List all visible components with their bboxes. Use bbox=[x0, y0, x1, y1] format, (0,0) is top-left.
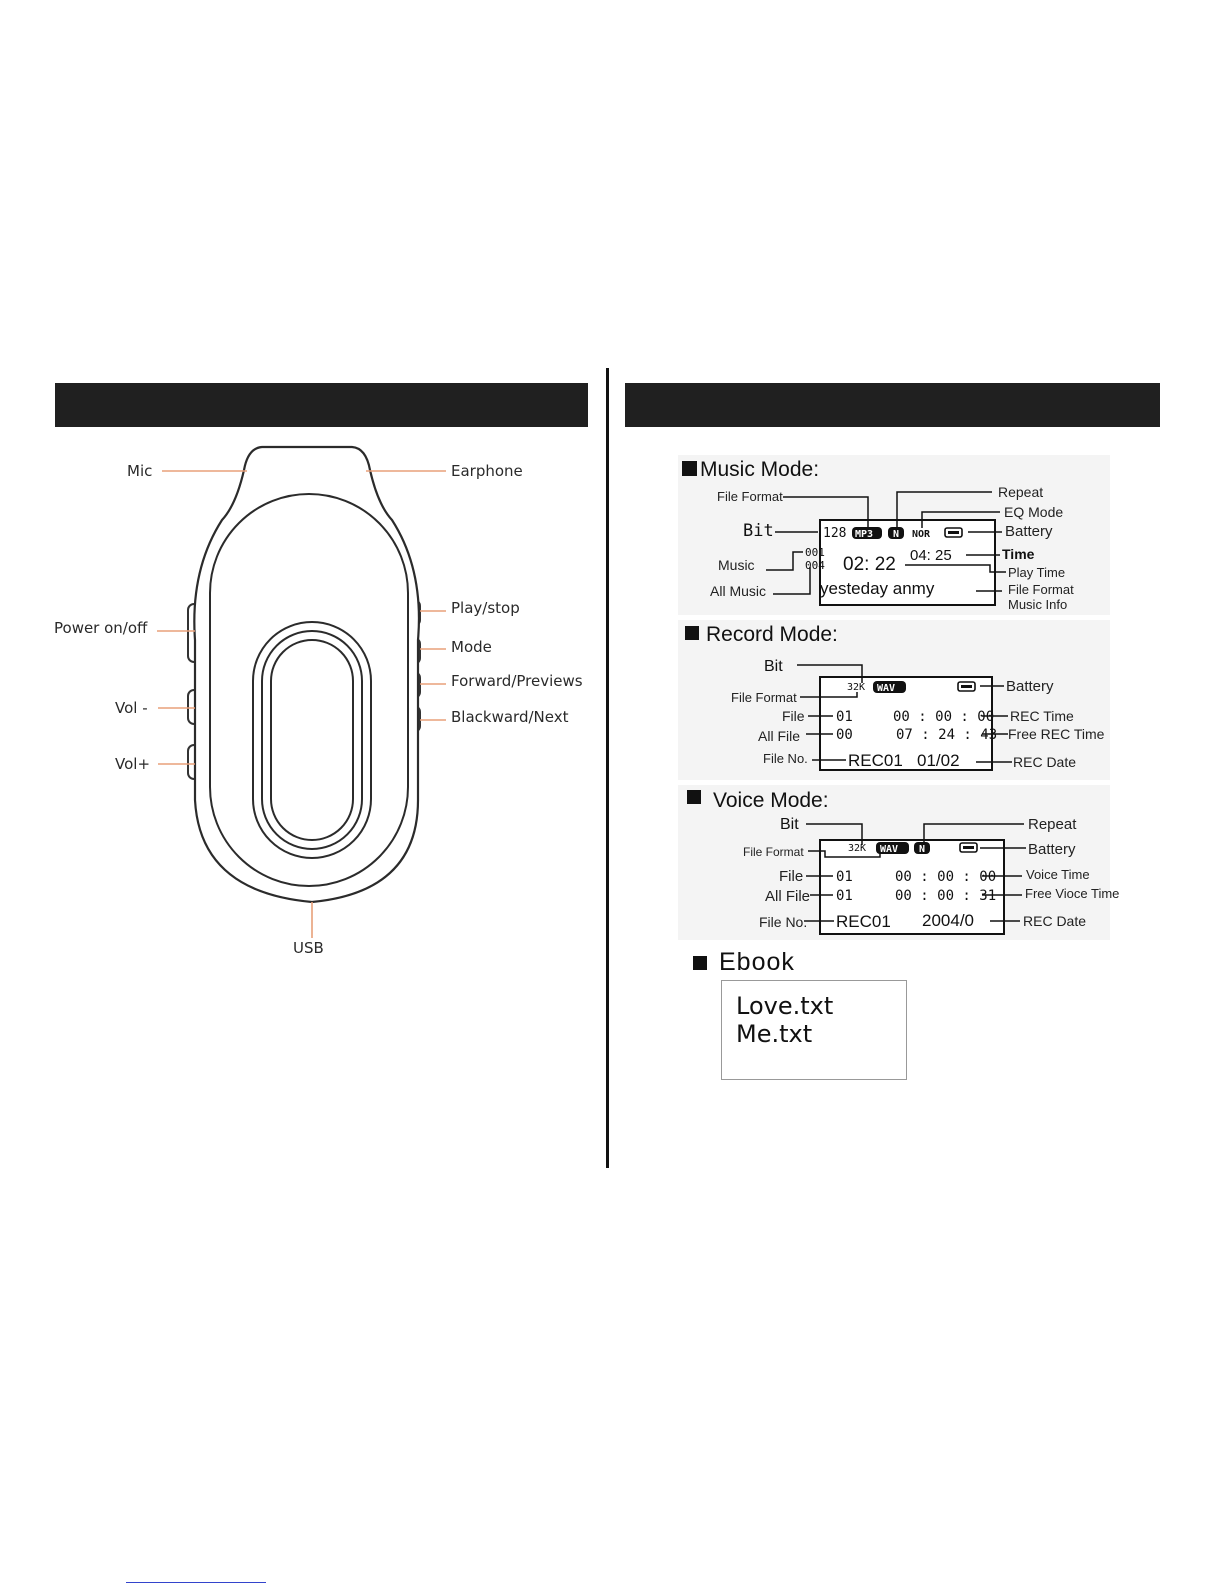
voice-rec-date-callout: REC Date bbox=[1023, 913, 1087, 929]
voice-lcd-voice-time: 00 : 00 : 00 bbox=[895, 869, 997, 885]
record-file-callout: File bbox=[782, 708, 805, 724]
music-music-callout: Music bbox=[718, 557, 755, 573]
music-lcd-format: MP3 bbox=[855, 529, 874, 540]
music-lcd-eq: NOR bbox=[912, 529, 931, 540]
mode-label: Mode bbox=[451, 638, 492, 656]
record-lcd-free-time: 07 : 24 : 43 bbox=[896, 727, 998, 743]
record-lcd-file-no: REC01 bbox=[848, 751, 903, 770]
ebook-file-item[interactable]: Love.txt bbox=[736, 992, 834, 1020]
record-lcd-file: 01 bbox=[836, 709, 853, 725]
lcd-diagrams bbox=[606, 440, 1212, 1040]
voice-lcd-date: 2004/0 bbox=[922, 911, 974, 930]
backward-label: Blackward/Next bbox=[451, 708, 569, 726]
record-lcd-date: 01/02 bbox=[917, 751, 960, 770]
music-file-format-right-callout: File Format bbox=[1008, 582, 1074, 597]
music-lcd-info: yesteday anmy bbox=[820, 579, 935, 598]
music-play-time-callout: Play Time bbox=[1008, 565, 1066, 580]
earphone-label: Earphone bbox=[451, 462, 523, 480]
music-info-callout: Music Info bbox=[1008, 597, 1068, 612]
voice-file-format-callout: File Format bbox=[743, 845, 804, 859]
voice-lcd-free-time: 00 : 00 : 31 bbox=[895, 888, 997, 904]
record-battery-callout: Battery bbox=[1006, 678, 1054, 695]
voice-lcd-bitrate: 32K bbox=[848, 843, 867, 854]
record-free-time-callout: Free REC Time bbox=[1008, 726, 1105, 742]
voice-file-no-callout: File No. bbox=[759, 914, 808, 930]
music-repeat-callout: Repeat bbox=[998, 484, 1044, 500]
footer-underline bbox=[126, 1582, 266, 1583]
play-stop-label: Play/stop bbox=[451, 599, 520, 617]
music-bit-callout: Bit bbox=[743, 521, 774, 541]
ebook-title-square bbox=[693, 956, 707, 970]
ebook-file-list bbox=[721, 980, 907, 1080]
music-all-music-callout: All Music bbox=[710, 583, 767, 599]
vol-plus-label: Vol+ bbox=[115, 755, 151, 773]
device-illustration bbox=[0, 0, 606, 1000]
voice-free-time-callout: Free Vioce Time bbox=[1025, 886, 1120, 901]
record-lcd-rec-time: 00 : 00 : 00 bbox=[893, 709, 995, 725]
mic-label: Mic bbox=[127, 462, 153, 480]
record-lcd-bitrate: 32K bbox=[847, 682, 866, 693]
record-file-no-callout: File No. bbox=[763, 751, 808, 766]
usb-label: USB bbox=[293, 939, 324, 957]
music-lcd-track: 001 bbox=[805, 546, 825, 559]
music-battery-callout: Battery bbox=[1005, 523, 1053, 540]
voice-file-callout: File bbox=[779, 868, 804, 885]
music-eq-callout: EQ Mode bbox=[1004, 504, 1064, 520]
record-rec-date-callout: REC Date bbox=[1013, 754, 1077, 770]
voice-lcd-file-no: REC01 bbox=[836, 912, 891, 931]
music-lcd-bitrate: 128 bbox=[823, 526, 847, 541]
voice-time-callout: Voice Time bbox=[1026, 867, 1090, 882]
record-mode-title: Record Mode: bbox=[706, 623, 838, 646]
voice-bit-callout: Bit bbox=[780, 816, 799, 833]
voice-all-file-callout: All File bbox=[765, 888, 811, 905]
ebook-file-item[interactable]: Me.txt bbox=[736, 1020, 813, 1048]
device-body bbox=[194, 447, 419, 902]
voice-mode-title: Voice Mode: bbox=[713, 789, 829, 812]
music-lcd-total-time: 04: 25 bbox=[910, 547, 952, 564]
record-all-file-callout: All File bbox=[758, 728, 801, 744]
power-label: Power on/off bbox=[54, 619, 148, 637]
music-lcd-elapsed: 02: 22 bbox=[843, 554, 896, 575]
music-mode-title: Music Mode: bbox=[700, 458, 820, 481]
ebook-title: Ebook bbox=[719, 948, 795, 976]
forward-label: Forward/Previews bbox=[451, 672, 583, 690]
voice-lcd-file: 01 bbox=[836, 869, 853, 885]
record-bit-callout: Bit bbox=[764, 658, 783, 675]
record-title-square bbox=[685, 626, 699, 640]
record-lcd-format: WAV bbox=[877, 683, 896, 694]
voice-repeat-callout: Repeat bbox=[1028, 816, 1077, 833]
record-lcd-all-file: 00 bbox=[836, 727, 853, 743]
record-rec-time-callout: REC Time bbox=[1010, 708, 1074, 724]
right-header-bar bbox=[625, 383, 1160, 427]
voice-lcd-repeat: N bbox=[919, 844, 926, 855]
music-title-square bbox=[682, 461, 697, 476]
voice-battery-callout: Battery bbox=[1028, 841, 1076, 858]
music-lcd-repeat: N bbox=[893, 529, 900, 540]
vol-minus-label: Vol - bbox=[115, 699, 148, 717]
record-file-format-callout: File Format bbox=[731, 690, 797, 705]
voice-lcd-format: WAV bbox=[880, 844, 899, 855]
music-lcd-total: 004 bbox=[805, 559, 825, 572]
voice-lcd-all-file: 01 bbox=[836, 888, 853, 904]
voice-title-square bbox=[687, 790, 701, 804]
music-file-format-callout: File Format bbox=[717, 489, 783, 504]
music-time-callout: Time bbox=[1002, 546, 1035, 562]
